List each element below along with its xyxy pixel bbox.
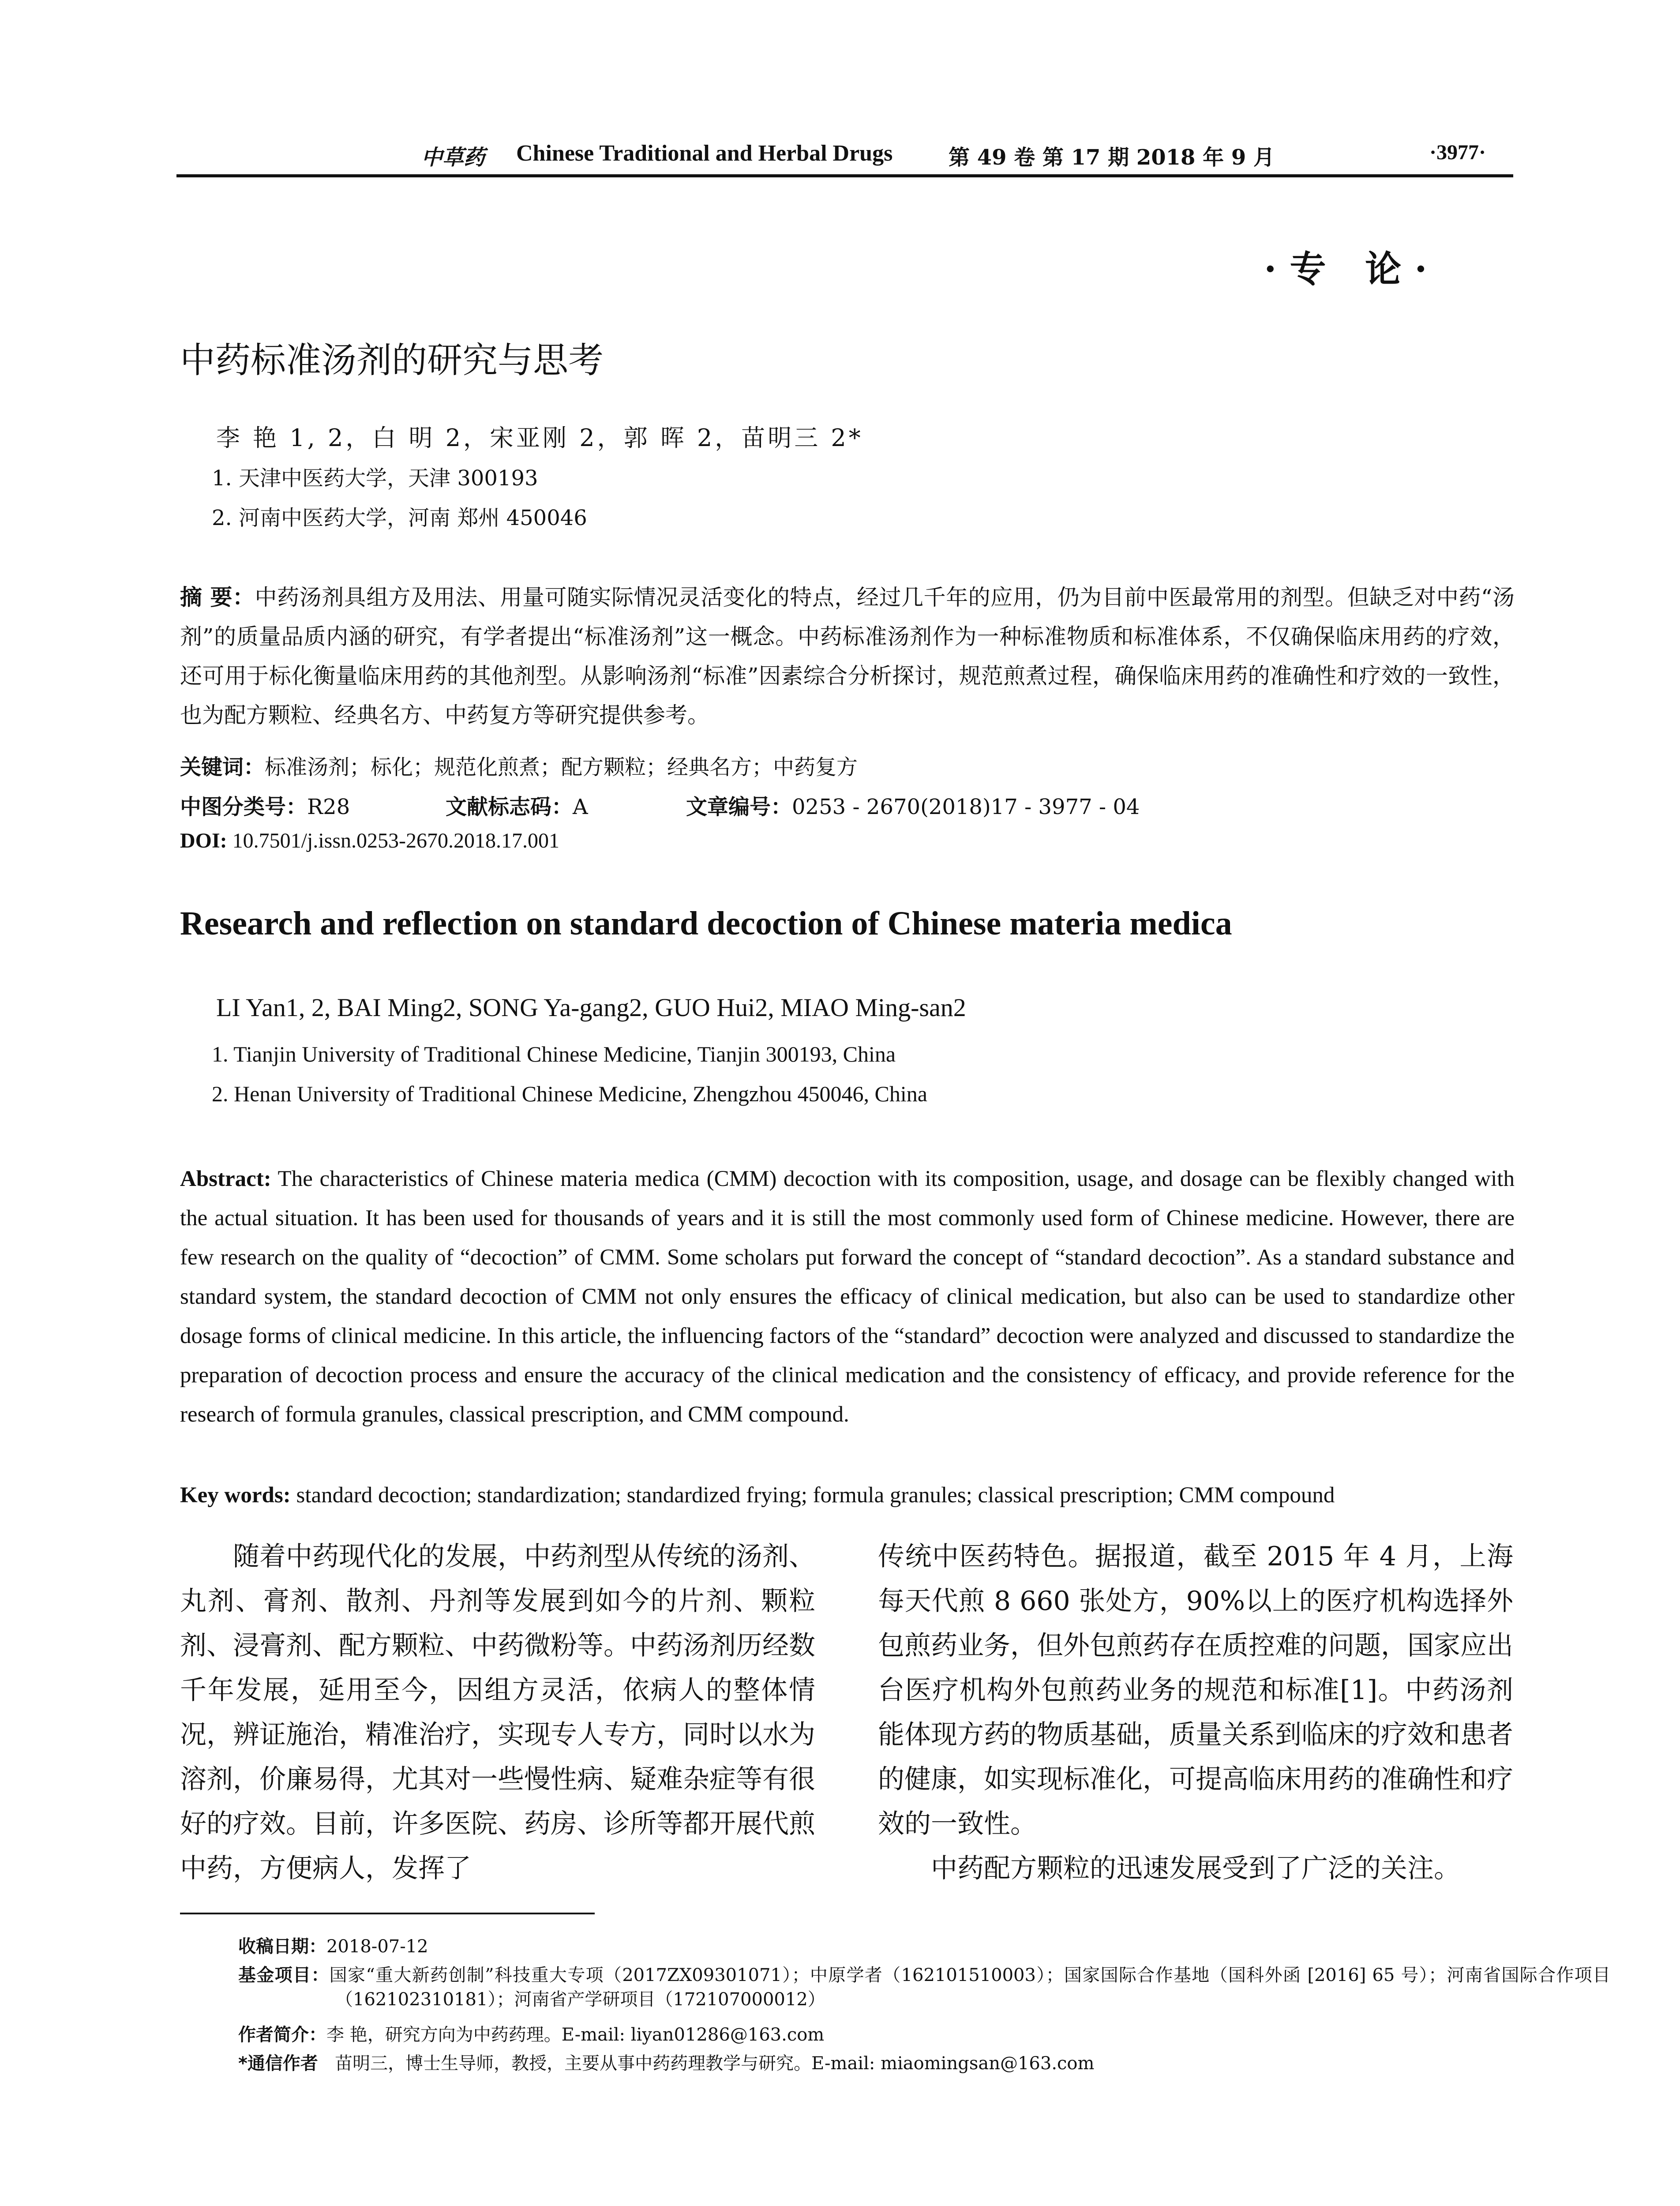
article-number-value: 0253 - 2670(2018)17 - 3977 - 04 bbox=[792, 795, 1140, 819]
clc-value: R28 bbox=[307, 795, 350, 819]
clc-label: 中图分类号： bbox=[180, 795, 308, 819]
body-left-column: 随着中药现代化的发展，中药剂型从传统的汤剂、丸剂、膏剂、散剂、丹剂等发展到如今的片剂、颗粒剂、浸膏剂、配方颗粒、中药微粉等。中药汤剂历经数千年发展，延用至今，因组方灵活，依病人的整体情况，辨证施治，精准治疗，实现专人专方，同时以水为溶剂，价廉易得，尤其对一些慢性病、疑难杂症等有很好的疗效。目前，许多医院、药房、诊所等都开展代煎中药，方便病人，发挥了 bbox=[180, 1541, 815, 1884]
article-number bbox=[686, 790, 1140, 820]
received-date bbox=[238, 1935, 428, 1959]
abstract-en-text: The characteristics of Chinese materia medica (CMM) decoction with its composition, usage, and dosage can be flexibly changed with the actual situation. It has been used for thousands of years and it is still the most commonly used form of Chinese medicine. However, there are few research on the quality of “decoction” of CMM. Some scholars put forward the concept of “standard decoction”. As a standard substance and standard system, the standard decoction of CMM not only ensures the efficacy of clinical medication, but also can be used to standardize other dosage forms of clinical medicine. In this article, the influencing factors of the “standard” decoction were analyzed and discussed to standardize the preparation of decoction process and ensure the accuracy of the clinical medication and the consistency of efficacy, and provide reference for the research of formula granules, classical prescription, and CMM compound. bbox=[180, 1167, 1515, 1427]
doc-code-value: A bbox=[573, 795, 588, 819]
keywords-cn-text: 标准汤剂；标化；规范化煎煮；配方颗粒；经典名方；中药复方 bbox=[265, 755, 858, 780]
keywords-en-text: standard decoction; standardization; standardized frying; formula granules; classical prescription; CMM compound bbox=[296, 1483, 1335, 1508]
keywords-cn bbox=[180, 750, 858, 780]
corresponding-label: *通信作者 bbox=[238, 2053, 318, 2074]
authors-en: LI Yan1, 2, BAI Ming2, SONG Ya-gang2, GUO Hui2, MIAO Ming-san2 bbox=[216, 993, 966, 1022]
abstract-en bbox=[180, 1159, 1515, 1434]
keywords-cn-label: 关键词： bbox=[180, 755, 265, 780]
abstract-cn-label: 摘 要： bbox=[180, 585, 255, 610]
doc-code-label: 文献标志码： bbox=[446, 795, 573, 819]
classification-line bbox=[180, 790, 350, 820]
header-rule bbox=[176, 174, 1513, 177]
article-title-en: Research and reflection on standard decoction of Chinese materia medica bbox=[180, 905, 1232, 942]
doi-line bbox=[180, 829, 559, 853]
body-right-paragraph-2: 中药配方颗粒的迅速发展受到了广泛的关注。 bbox=[931, 1853, 1460, 1884]
keywords-en-label: Key words: bbox=[180, 1483, 291, 1508]
doc-code bbox=[446, 790, 588, 820]
abstract-cn-text: 中药汤剂具组方及用法、用量可随实际情况灵活变化的特点，经过几千年的应用，仍为目前中医最常用的剂型。但缺乏对中药“汤剂”的质量品质内涵的研究，有学者提出“标准汤剂”这一概念。中药标准汤剂作为一种标准物质和标准体系，不仅确保临床用药的疗效，还可用于标化衡量临床用药的其他剂型。从影响汤剂“标准”因素综合分析探讨，规范煎煮过程，确保临床用药的准确性和疗效的一致性，也为配方颗粒、经典名方、中药复方等研究提供参考。 bbox=[180, 585, 1515, 728]
corresponding-author bbox=[238, 2052, 1094, 2076]
article-number-label: 文章编号： bbox=[686, 795, 792, 819]
journal-name-en: Chinese Traditional and Herbal Drugs bbox=[516, 141, 893, 166]
abstract-cn bbox=[180, 578, 1515, 735]
doi-label: DOI: bbox=[180, 829, 227, 852]
fund-label: 基金项目： bbox=[238, 1965, 330, 1985]
affiliation-en-1: 1. Tianjin University of Traditional Chinese Medicine, Tianjin 300193, China bbox=[212, 1042, 896, 1066]
affiliation-cn-2: 2. 河南中医药大学，河南 郑州 450046 bbox=[212, 506, 587, 530]
received-value: 2018-07-12 bbox=[326, 1936, 428, 1957]
article-title-cn: 中药标准汤剂的研究与思考 bbox=[180, 340, 604, 381]
authors-cn: 李 艳 1, 2，白 明 2，宋亚刚 2，郭 晖 2，苗明三 2* bbox=[216, 424, 863, 452]
author-bio-value: 李 艳，研究方向为中药药理。E-mail: liyan01286@163.com bbox=[326, 2025, 825, 2045]
author-bio bbox=[238, 2023, 824, 2047]
corresponding-value: 苗明三，博士生导师，教授，主要从事中药药理教学与研究。E-mail: miaomingsan@163.com bbox=[335, 2053, 1095, 2074]
column-label: ·专 论· bbox=[1264, 248, 1440, 290]
abstract-en-label: Abstract: bbox=[180, 1167, 271, 1191]
page-number: ·3977· bbox=[1429, 141, 1486, 164]
doi-value[interactable]: 10.7501/j.issn.0253-2670.2018.17.001 bbox=[232, 829, 560, 852]
author-bio-label: 作者简介： bbox=[238, 2025, 326, 2045]
body-right-paragraph-1: 传统中医药特色。据报道，截至 2015 年 4 月，上海每天代煎 8 660 张处方，90%以上的医疗机构选择外包煎药业务，但外包煎药存在质控难的问题，国家应出台医疗机构外包煎药业务的规范和标准[1]。中药汤剂能体现方药的物质基础，质量关系到临床的疗效和患者的健康，如实现标准化，可提高临床用药的准确性和疗效的一致性。 bbox=[878, 1541, 1513, 1839]
keywords-en bbox=[180, 1476, 1515, 1515]
footnote-rule bbox=[180, 1913, 595, 1914]
body-right-column bbox=[878, 1534, 1513, 1891]
fund-info bbox=[238, 1963, 1610, 2012]
issue-info: 第 49 卷 第 17 期 2018 年 9 月 bbox=[949, 145, 1275, 170]
affiliation-cn-1: 1. 天津中医药大学，天津 300193 bbox=[212, 466, 538, 491]
fund-value: 国家“重大新药创制”科技重大专项（2017ZX09301071）；中原学者（162101510003）；国家国际合作基地（国科外函 [2016] 65 号）；河南省国际合作项目（162102310181）；河南省产学研项目（172107000012） bbox=[329, 1965, 1611, 2010]
journal-name-cn: 中草药 bbox=[421, 145, 485, 170]
affiliation-en-2: 2. Henan University of Traditional Chinese Medicine, Zhengzhou 450046, China bbox=[212, 1081, 927, 1106]
received-label: 收稿日期： bbox=[238, 1936, 326, 1957]
